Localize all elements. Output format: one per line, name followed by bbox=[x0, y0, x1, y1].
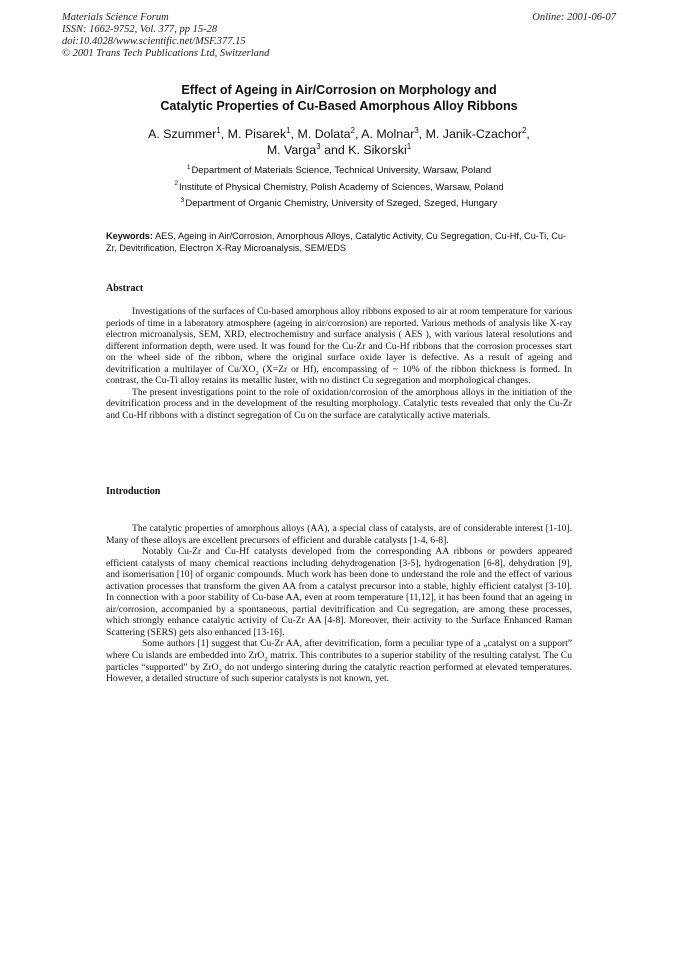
online-date: Online: 2001-06-07 bbox=[532, 12, 616, 23]
issn-line: ISSN: 1662-9752, Vol. 377, pp 15-28 bbox=[62, 24, 218, 35]
author-affiliation-mark: 2 bbox=[521, 125, 527, 135]
author-affiliation-mark: 2 bbox=[350, 125, 355, 135]
page-header bbox=[62, 12, 616, 60]
intro-paragraph-2: Notably Cu-Zr and Cu-Hf catalysts developed from the corresponding AA ribbons or powders appeared efficient catalysts of many chemical reactions including dehydrogenation [3-5], hydrogenation [6-8], dehydration [9], and isomerisation [10] of organic compounds. Much work has been done to understand the role and the effect of various activation processes that transform the given AA from a catalyst precursor into a stable, highly efficient catalyst [3-10]. In connection with a poor stability of Cu-base AA, even at room temperature [11,12], it has been found that an ageing in air/corrosion, accompanied by a spontaneous, partial devitrification and Cu segregation, are among these processes, which strongly enhance catalytic activity of Cu-Zr AA [4-8]. Moreover, their activity to the Surface Enhanced Raman Scattering (SERS) gets also enhanced [13-16]. bbox=[106, 546, 572, 638]
author: M. Varga bbox=[266, 143, 317, 157]
author-affiliation-mark: 3 bbox=[414, 125, 419, 135]
author-affiliation-mark: 3 bbox=[316, 141, 321, 151]
keywords-text: AES, Ageing in Air/Corrosion, Amorphous Alloys, Catalytic Activity, Cu Segregation, Cu-Hf, Cu-Ti, Cu-Zr, Devitrification, Electron X-Ray Microanalysis, SEM/EDS bbox=[106, 231, 567, 253]
author: M. Dolata bbox=[297, 127, 351, 141]
title-line-2: Catalytic Properties of Cu-Based Amorphous Alloy Ribbons bbox=[160, 98, 518, 113]
introduction-heading: Introduction bbox=[106, 486, 161, 497]
affiliation: $^1$Department of Materials Science, Technical University, Warsaw, Poland bbox=[186, 163, 492, 176]
keywords bbox=[106, 230, 572, 254]
keywords-label: Keywords: bbox=[106, 231, 153, 241]
paper-title bbox=[40, 83, 638, 114]
author: M. Pisarek bbox=[227, 127, 287, 141]
journal-name: Materials Science Forum bbox=[62, 12, 169, 23]
intro-paragraph-1: The catalytic properties of amorphous alloys (AA), a special class of catalysts, are of considerable interest [1-10]. Many of these alloys are excellent precursors of efficient and durable catalysts [1-4, 6-8]. bbox=[106, 523, 572, 546]
abstract-body bbox=[106, 306, 572, 421]
author: M. Janik-Czachor bbox=[425, 127, 522, 141]
abstract-paragraph-1: Investigations of the surfaces of Cu-based amorphous alloy ribbons exposed to air at room temperature for various periods of time in a laboratory atmosphere (ageing in air/corrosion) are reported. Various methods of analysis like X-ray electron microanalysis, SEM, XRD, electrochemistry and surface analysis ( AES ), with various lateral resolutions and different information depth, were used. It was found for the Cu-Zr and Cu-Hf ribbons that the corrosion processes start on the wheel side of the ribbon, where the original surface oxide layer is defective. As a result of ageing and devitrification a multilayer of $Cu/XO_2$ (X=Zr or Hf), encompassing of ~ 10% of the ribbon thickness is formed. In contrast, the Cu-Ti alloy retains its metallic luster, with no distinct Cu segregation and morphological changes. bbox=[106, 306, 572, 387]
author: K. Sikorski bbox=[348, 143, 407, 157]
title-line-1: Effect of Ageing in Air/Corrosion on Morphology and bbox=[181, 83, 497, 97]
author-affiliation-mark: 1 bbox=[216, 125, 221, 135]
author-list: A. Szummer$^1$, M. Pisarek$^1$, M. Dolata$^2$, A. Molnar$^3$, M. Janik-Czachor$^2$, M. Varga$^3$ and K. Sikorski$^1$ bbox=[148, 125, 530, 157]
introduction-body bbox=[106, 523, 572, 685]
abstract-heading: Abstract bbox=[106, 283, 144, 294]
author: A. Szummer bbox=[148, 127, 217, 141]
affiliation: $^2$Institute of Physical Chemistry, Polish Academy of Sciences, Warsaw, Poland bbox=[174, 180, 504, 193]
doi-line: doi:10.4028/www.scientific.net/MSF.377.15 bbox=[62, 36, 246, 47]
author-affiliation-mark: 1 bbox=[286, 125, 291, 135]
author: A. Molnar bbox=[361, 127, 415, 141]
copyright-line: © 2001 Trans Tech Publications Ltd, Switzerland bbox=[62, 48, 270, 59]
intro-paragraph-3: Some authors [1] suggest that Cu-Zr AA, after devitrification, form a peculiar type of a „catalyst on a support” where Cu islands are embedded into ZrO$_2$ matrix. This contributes to a superior stability of the resulting catalyst. The Cu particles “supported” by ZrO$_2$ do not undergo sintering during the catalytic reaction performed at elevated temperatures. However, a detailed structure of such superior catalysts is not known, yet. bbox=[106, 638, 573, 685]
affiliation-list bbox=[40, 163, 638, 213]
abstract-paragraph-2: The present investigations point to the role of oxidation/corrosion of the amorphous alloys in the initiation of the devitrification process and in the development of the resulting morphology. Catalytic tests revealed that only the Cu-Zr and Cu-Hf ribbons with a distinct segregation of Cu on the surface are catalytically active materials. bbox=[106, 386, 572, 421]
affiliation: $^3$Department of Organic Chemistry, University of Szeged, Szeged, Hungary bbox=[180, 197, 498, 210]
author-affiliation-mark: 1 bbox=[406, 141, 412, 151]
